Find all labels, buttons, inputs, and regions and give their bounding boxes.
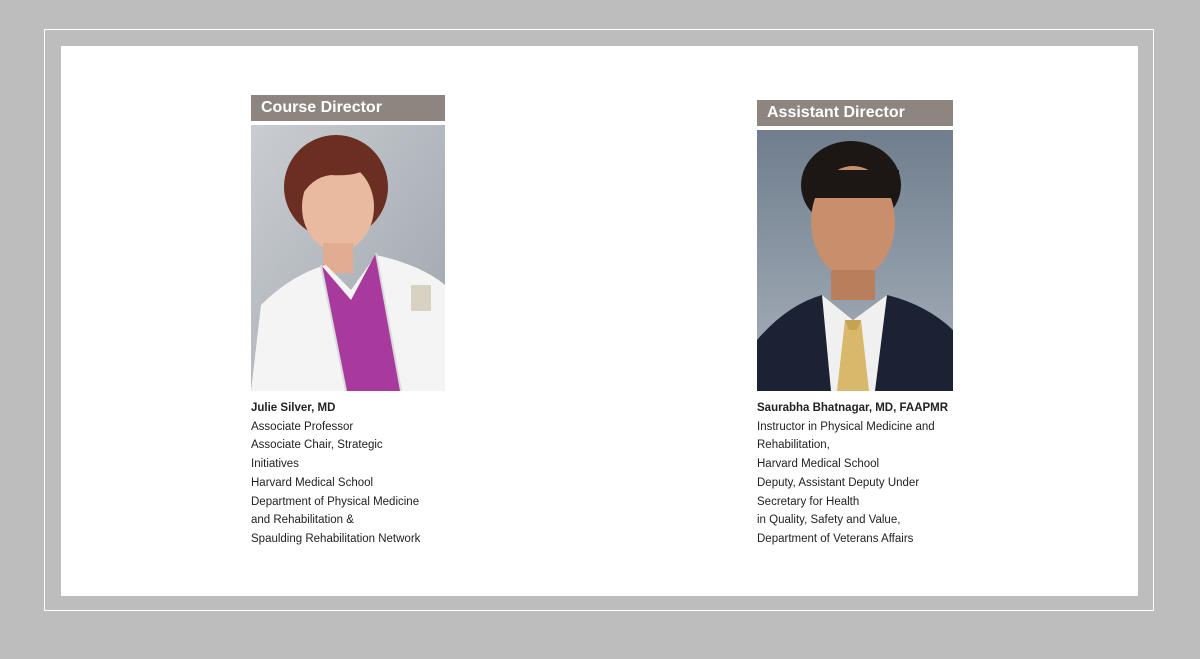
content-page <box>61 46 1138 596</box>
course-director-card <box>251 95 447 549</box>
assistant-director-line: Instructor in Physical Medicine and <box>757 420 935 433</box>
assistant-director-line: in Quality, Safety and Value, <box>757 514 901 527</box>
assistant-director-header: Assistant Director <box>757 100 953 126</box>
course-director-line: Spaulding Rehabilitation Network <box>251 532 421 545</box>
assistant-director-card <box>757 100 953 549</box>
assistant-director-line: Deputy, Assistant Deputy Under <box>757 476 920 489</box>
course-director-line: Department of Physical Medicine <box>251 495 420 508</box>
course-director-header: Course Director <box>251 95 445 121</box>
assistant-director-line: Department of Veterans Affairs <box>757 532 914 545</box>
assistant-director-photo <box>757 130 953 391</box>
course-director-line: Harvard Medical School <box>251 476 374 489</box>
course-director-info <box>251 399 447 549</box>
assistant-director-info <box>757 399 953 549</box>
course-director-line: Initiatives <box>251 458 299 471</box>
assistant-director-line: Harvard Medical School <box>757 458 880 471</box>
course-director-line: and Rehabilitation & <box>251 514 354 527</box>
assistant-director-line: Rehabilitation, <box>757 439 830 452</box>
course-director-photo <box>251 125 445 391</box>
course-director-line: Associate Chair, Strategic <box>251 439 383 452</box>
assistant-director-name: Saurabha Bhatnagar, MD, FAAPMR <box>757 402 949 414</box>
course-director-name: Julie Silver, MD <box>251 402 336 414</box>
assistant-director-line: Secretary for Health <box>757 495 860 508</box>
course-director-line: Associate Professor <box>251 420 354 433</box>
